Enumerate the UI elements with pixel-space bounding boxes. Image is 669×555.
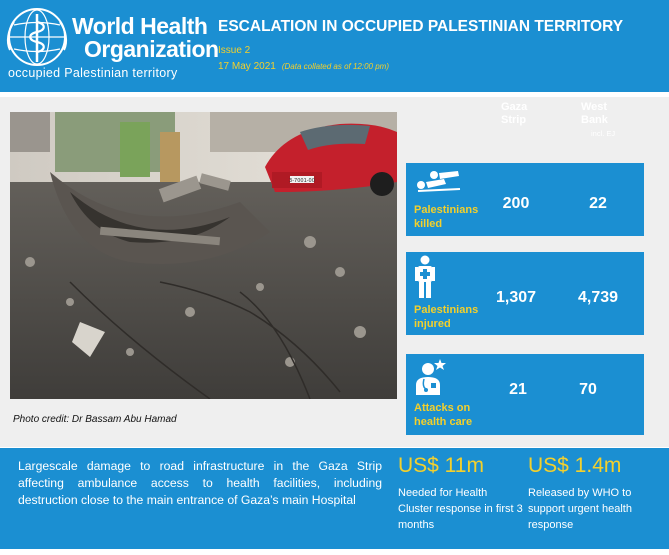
license-plate: 3-7001-00 [289, 178, 315, 184]
issue-date [218, 61, 389, 72]
col-header-gaza [501, 101, 527, 127]
stat-killed-westbank: 22 [589, 195, 607, 212]
stat-killed-label-l1: Palestinians [414, 204, 479, 216]
col-header-westbank [581, 101, 615, 140]
report-header [0, 0, 669, 92]
stat-injured-label-l2: injured [414, 318, 451, 330]
photo-caption: Photo credit: Dr Bassam Abu Hamad [13, 414, 177, 425]
stat-killed [406, 163, 644, 236]
funding-needed-amount: US$ 11m [398, 454, 484, 477]
report-footer [0, 448, 669, 549]
org-name-line1: World Health [72, 13, 208, 39]
stat-killed-label [414, 203, 478, 231]
stat-killed-gaza: 200 [502, 195, 530, 212]
stat-attacks-gaza: 21 [509, 381, 527, 398]
stat-attacks-westbank: 70 [579, 381, 597, 398]
col-wb-sub: incl. EJ [591, 129, 616, 138]
stat-attacks [406, 354, 644, 435]
road-damage-illustration [10, 112, 397, 399]
col-gaza-line2: Strip [501, 114, 527, 126]
stat-attacks-label-l2: health care [414, 416, 473, 428]
stat-attacks-label [414, 401, 472, 429]
stat-attacks-label-l1: Attacks on [414, 402, 471, 414]
col-wb-line1: West [581, 101, 608, 113]
date-value: 17 May 2021 [218, 61, 276, 72]
people-lying-icon [414, 169, 462, 195]
stat-injured-label-l1: Palestinians [414, 304, 479, 316]
report-title: ESCALATION IN OCCUPIED PALESTINIAN TERRITORY [218, 18, 624, 35]
col-gaza-line1: Gaza [501, 101, 528, 113]
stat-injured [406, 252, 644, 335]
stat-injured-label [414, 303, 478, 331]
org-name-line2: Organization [84, 36, 219, 62]
situation-description: Largescale damage to road infrastructure in the Gaza Strip affecting ambulance access to health facilities, including destruction close to the main entrance of Gaza’s main Hospital [18, 459, 382, 507]
funding-released-description: Released by WHO to support urgent health response [528, 487, 632, 531]
col-wb-line2: Bank [581, 114, 608, 126]
who-emblem-icon [6, 6, 68, 68]
injured-person-icon [414, 255, 436, 299]
org-region: occupied Palestinian territory [8, 66, 178, 80]
who-logo [6, 4, 219, 84]
damage-photo [10, 112, 397, 399]
stat-injured-gaza: 1,307 [495, 289, 537, 306]
stat-injured-westbank: 4,739 [577, 289, 619, 306]
funding-released-amount: US$ 1.4m [528, 454, 622, 477]
date-note: (Data collated as of 12:00 pm) [281, 62, 389, 71]
issue-number: Issue 2 [218, 45, 251, 56]
health-worker-icon [414, 357, 448, 395]
funding-needed-description: Needed for Health Cluster response in first 3 months [398, 487, 523, 531]
stat-killed-label-l2: killed [414, 218, 443, 230]
